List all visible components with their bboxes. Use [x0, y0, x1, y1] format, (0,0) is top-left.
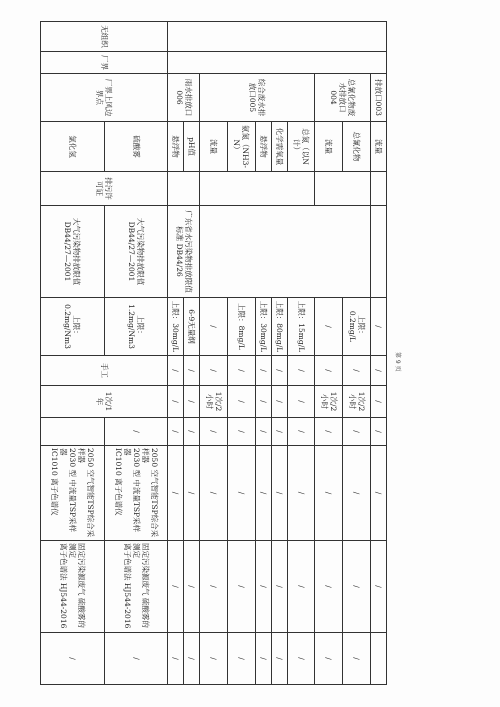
freq-cell: /: [371, 386, 387, 418]
cell: /: [343, 446, 371, 541]
cell: /: [184, 541, 200, 633]
limit-cell: /: [200, 298, 228, 356]
freq-cell: /: [168, 386, 184, 418]
pollutant-cell: 总氮（以N计）: [287, 122, 315, 172]
cell: /: [184, 418, 200, 446]
freq-cell: /: [184, 386, 200, 418]
table-row: [255, 22, 271, 685]
method-cell: /: [184, 356, 200, 386]
method-cell: /: [168, 356, 184, 386]
table-row: [315, 22, 343, 685]
cell: /: [104, 418, 168, 446]
cell: /: [104, 633, 168, 685]
location-cell: 厂界: [41, 52, 168, 74]
empty-cell: [168, 172, 200, 206]
limit-cell: /: [371, 298, 387, 356]
cell: /: [343, 418, 371, 446]
cell: /: [168, 418, 184, 446]
limit-cell: /: [315, 298, 343, 356]
pollutant-cell: 悬浮物: [168, 122, 184, 172]
freq-cell: 1次/2小时: [200, 386, 228, 418]
limit-cell: 上限：15mg/L: [287, 298, 315, 356]
method-cell: 手工: [41, 356, 168, 386]
limit-cell: 上限：30mg/L: [255, 298, 271, 356]
method-cell: /: [343, 356, 371, 386]
category-cell: 无组织: [41, 22, 168, 52]
method-cell: /: [227, 356, 255, 386]
freq-cell: /: [227, 386, 255, 418]
empty-cell: [168, 52, 387, 74]
table-row: [184, 22, 200, 685]
method-cell: /: [271, 356, 287, 386]
limit-cell: 上限：80mg/L: [271, 298, 287, 356]
cell: /: [227, 541, 255, 633]
cell: /: [255, 446, 271, 541]
limit-cell: 6-9无量纲: [184, 298, 200, 356]
method-cell: /: [255, 356, 271, 386]
cell: /: [271, 418, 287, 446]
cell: /: [255, 541, 271, 633]
freq-cell: 1次/2小时: [343, 386, 371, 418]
cell: /: [287, 541, 315, 633]
cell: /: [200, 633, 228, 685]
pollutant-cell: 化学需氧量: [271, 122, 287, 172]
outlet-cell: 厂界上风边界点: [41, 74, 168, 122]
cell: /: [271, 633, 287, 685]
cell: /: [343, 633, 371, 685]
limit-cell: 上限：0.2mg/Nm3: [41, 298, 105, 356]
pollutant-cell: 流量: [371, 122, 387, 172]
pollutant-cell: 总氰化物: [343, 122, 371, 172]
limit-cell: 上限：0.2mg/L: [343, 298, 371, 356]
rotated-table-container: [40, 21, 387, 684]
cell: /: [168, 633, 184, 685]
table-row: [271, 22, 287, 685]
cell: /: [315, 633, 343, 685]
analysis-method-cell: 固定污染源废气 硫酸雾的测定 离子色谱法 HJ544-2016: [41, 541, 105, 633]
cell: /: [255, 418, 271, 446]
empty-cell: [371, 172, 387, 206]
cell: /: [343, 541, 371, 633]
standard-cell: 大气污染物排放限值DB44/27—2001: [41, 206, 105, 298]
cell: /: [200, 418, 228, 446]
cell: /: [287, 633, 315, 685]
table-row: [104, 22, 168, 685]
empty-cell: [315, 172, 371, 206]
empty-cell: [200, 172, 315, 206]
limit-cell: 上限：8mg/L: [227, 298, 255, 356]
monitoring-table: [40, 21, 387, 685]
pollutant-cell: 氨氮（NH3-N）: [227, 122, 255, 172]
standard-cell: [371, 206, 387, 298]
cell: /: [315, 541, 343, 633]
cell: /: [287, 418, 315, 446]
cell: /: [315, 446, 343, 541]
limit-cell: 上限：30mg/L: [168, 298, 184, 356]
cell: /: [41, 633, 105, 685]
method-cell: /: [287, 356, 315, 386]
cell: /: [184, 633, 200, 685]
pollutant-cell: 硫酸雾: [104, 122, 168, 172]
outlet-cell: 雨水排放口006: [168, 74, 200, 122]
table-row: [200, 22, 228, 685]
standard-cell: [200, 206, 371, 298]
empty-cell: [168, 22, 387, 52]
pollutant-cell: pH值: [184, 122, 200, 172]
pollutant-cell: 流量: [200, 122, 228, 172]
cell: /: [227, 446, 255, 541]
table-row: [227, 22, 255, 685]
cell: /: [168, 541, 184, 633]
pollutant-cell: 流量: [315, 122, 343, 172]
freq-cell: /: [255, 386, 271, 418]
freq-cell: 1次/2小时: [315, 386, 343, 418]
freq-cell: 1次/1年: [41, 386, 168, 418]
cell: /: [371, 446, 387, 541]
instrument-cell: 2050 空气智能TSP综合采样器 2030 型 中流量TSP采样器 IC1010 离子色谱仪: [104, 446, 168, 541]
permit-cell: 排污许可证: [41, 172, 168, 206]
table-row: [41, 22, 105, 685]
cell: /: [200, 446, 228, 541]
method-cell: /: [315, 356, 343, 386]
cell: /: [287, 446, 315, 541]
table-row: [168, 22, 184, 685]
cell: /: [227, 633, 255, 685]
cell: /: [271, 446, 287, 541]
pollutant-cell: 氯化氢: [41, 122, 105, 172]
cell: /: [371, 418, 387, 446]
cell: /: [227, 418, 255, 446]
table-row: [287, 22, 315, 685]
cell: /: [184, 446, 200, 541]
instrument-cell: 2050 空气智能TSP综合采样器 2030 型 中流量TSP采样器 IC1010 离子色谱仪: [41, 446, 105, 541]
cell: [41, 418, 105, 446]
cell: [371, 633, 387, 685]
freq-cell: /: [271, 386, 287, 418]
cell: /: [271, 541, 287, 633]
page-number: 第 9 页: [394, 352, 401, 372]
analysis-method-cell: 固定污染源废气 硫酸雾的测定 离子色谱法 HJ544-2016: [104, 541, 168, 633]
outlet-cell: 排放口003: [371, 74, 387, 122]
standard-cell: 大气污染物排放限值DB44/27—2001: [104, 206, 168, 298]
limit-cell: 上限：1.2mg/Nm3: [104, 298, 168, 356]
outlet-cell: 总氰化物废水排放口004: [315, 74, 371, 122]
cell: /: [168, 446, 184, 541]
cell: /: [200, 541, 228, 633]
method-cell: /: [200, 356, 228, 386]
standard-cell: 广东省水污染物排放限值标准 DB44/26: [168, 206, 200, 298]
table-row: [371, 22, 387, 685]
cell: /: [371, 541, 387, 633]
outlet-cell: 综合废水排放口005: [200, 74, 315, 122]
cell: /: [315, 418, 343, 446]
cell: /: [255, 633, 271, 685]
method-cell: /: [371, 356, 387, 386]
pollutant-cell: 悬浮物: [255, 122, 271, 172]
freq-cell: /: [287, 386, 315, 418]
table-row: [343, 22, 371, 685]
